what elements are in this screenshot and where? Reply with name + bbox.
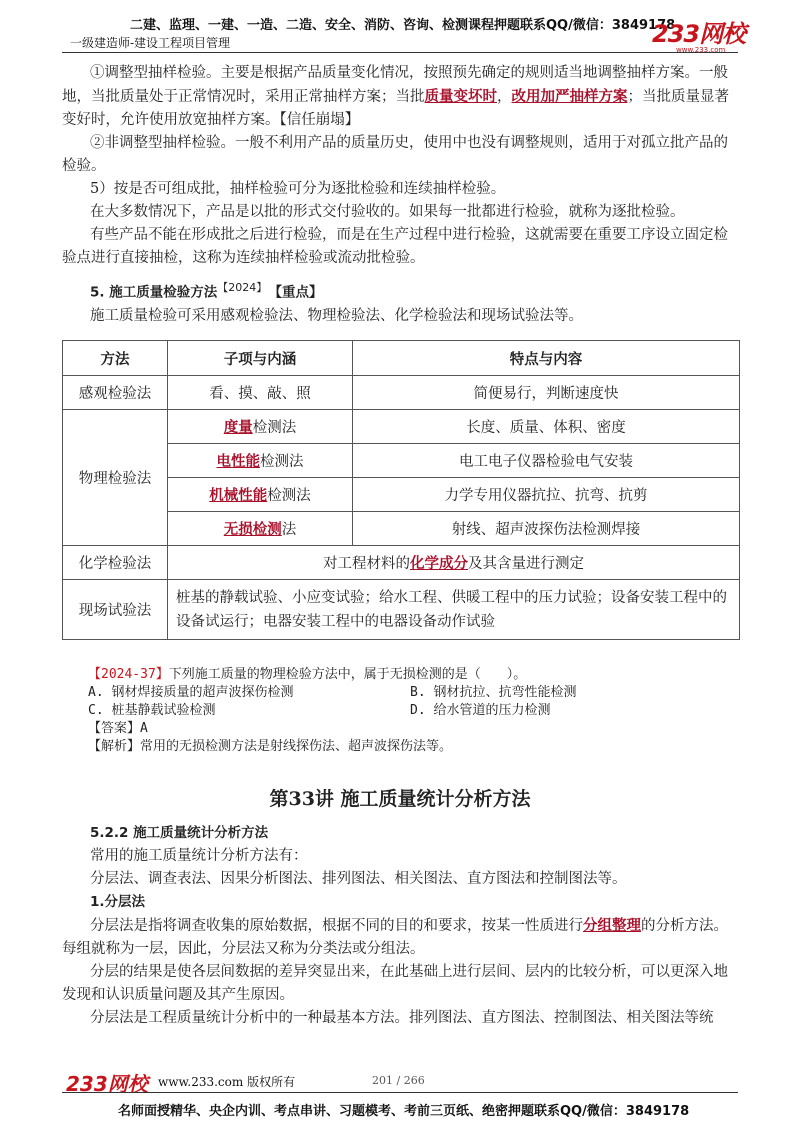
header-contact: 二建、监理、一建、一造、二造、安全、消防、咨询、检测课程押题联系QQ/微信：3849178 [130, 18, 676, 33]
footer-site: www.233.com 版权所有 [158, 1075, 296, 1089]
table-row: 无损检测法 射线、超声波探伤法检测焊接 [63, 512, 740, 546]
page-number: 201 / 266 [372, 1074, 425, 1087]
paragraph: 有些产品不能在形成批之后进行检验，而是在生产过程中进行检验，这就需要在重要工序设立固定检验点进行直接抽检，这称为连续抽样检验或流动批检验。 [62, 227, 728, 266]
paragraph: 在大多数情况下，产品是以批的形式交付验收的。如果每一批都进行检验，就称为逐批检验。 [90, 204, 685, 220]
option-b: B. 钢材抗拉、抗弯性能检测 [410, 685, 577, 700]
highlight: 分组整理 [583, 917, 641, 934]
table-row: 化学检验法 对工程材料的化学成分及其含量进行测定 [63, 546, 740, 580]
paragraph: 分层的结果是使各层间数据的差异突显出来，在此基础上进行层间、层内的比较分析，可以更深入地发现和认识质量问题及其产生原因。 [62, 964, 728, 1003]
table-row: 感观检验法 看、摸、敲、照 简便易行，判断速度快 [63, 376, 740, 410]
paragraph: 施工质量检验可采用感观检验法、物理检验法、化学检验法和现场试验法等。 [90, 307, 583, 324]
option-d: D. 给水管道的压力检测 [410, 703, 551, 718]
paragraph: 分层法、调查表法、因果分析图法、排列图法、相关图法、直方图法和控制图法等。 [90, 871, 627, 887]
option-c: C. 桩基静载试验检测 [88, 703, 216, 718]
lecture-title: 第33讲 施工质量统计分析方法 [269, 788, 531, 810]
highlight: 化学成分 [410, 555, 468, 572]
paragraph: 分层法是工程质量统计分析中的一种最基本方法。排列图法、直方图法、控制图法、相关图法等统 [90, 1010, 714, 1026]
footer-contact: 名师面授精华、央企内训、考点串讲、习题模考、考前三页纸、绝密押题联系QQ/微信：3849178 [118, 1104, 690, 1119]
table-header: 特点与内容 [353, 341, 740, 376]
exam-question: 【2024-37】下列施工质量的物理检验方法中，属于无损检测的是（ ）。 A. 钢材焊接质量的超声波探伤检测 B. 钢材抗拉、抗弯性能检测 C. 桩基静载试验检测 D. 给水管道的压力检测 【答案】A 【解析】常用的无损检测方法是射线探伤法、超声波探伤法等。 [88, 666, 738, 756]
paragraph: 5）按是否可组成批，抽样检验可分为逐批检验和连续抽样检验。 [90, 181, 506, 197]
table-row: 电性能检测法 电工电子仪器检验电气安装 [63, 444, 740, 478]
table-row: 物理检验法 度量检测法 长度、质量、体积、密度 [63, 410, 740, 444]
footer-divider [62, 1092, 738, 1093]
highlight: 机械性能 [209, 487, 268, 504]
brand-logo: 233网校 [652, 20, 746, 48]
highlight: 度量 [223, 419, 253, 436]
highlight: 改用加严抽样方案 [511, 88, 628, 105]
analysis: 【解析】常用的无损检测方法是射线探伤法、超声波探伤法等。 [88, 739, 453, 754]
subsection-heading: 1.分层法 [90, 894, 146, 910]
content-section-2 [62, 822, 738, 1030]
highlight: 无损检测 [223, 521, 282, 538]
inspection-methods-table [62, 340, 740, 640]
table-row: 现场试验法 桩基的静载试验、小应变试验；给水工程、供暖工程中的压力试验；设备安装工程中的设备试运行；电器安装工程中的电器设备动作试验 [63, 580, 740, 640]
paragraph: 分层法是指将调查收集的原始数据，根据不同的目的和要求，按某一性质进行分组整理的分析方法。每组就称为一层，因此，分层法又称为分类法或分组法。 [62, 917, 728, 957]
table-header: 方法 [63, 341, 168, 376]
highlight: 质量变坏时 [424, 88, 497, 105]
table-row: 机械性能检测法 力学专用仪器抗拉、抗弯、抗剪 [63, 478, 740, 512]
content-section-1 [62, 62, 738, 328]
option-a: A. 钢材焊接质量的超声波探伤检测 [88, 685, 294, 700]
footer-logo: 233网校 [66, 1072, 148, 1096]
header-divider [62, 52, 738, 53]
paragraph: ①调整型抽样检验。主要是根据产品质量变化情况，按照预先确定的规则适当地调整抽样方案。一般地，当批质量处于正常情况时，采用正常抽样方案；当批质量变坏时，改用加严抽样方案；当批质量显著变好时，允许使用放宽抽样方案。【信任崩塌】 [62, 65, 729, 128]
paragraph: ②非调整型抽样检验。一般不利用产品的质量历史，使用中也没有调整规则，适用于对孤立批产品的检验。 [62, 135, 728, 174]
exam-tag: 【2024-37】 [88, 667, 169, 682]
paragraph: 常用的施工质量统计分析方法有： [90, 848, 308, 864]
brand-logo-url: www.233.com [676, 46, 726, 54]
header-course-title: 一级建造师-建设工程项目管理 [70, 36, 231, 50]
answer: 【答案】A [88, 721, 148, 736]
table-header: 子项与内涵 [168, 341, 353, 376]
section-heading: 5. 施工质量检验方法$^{【2024】}$ 【重点】 [90, 281, 323, 301]
highlight: 电性能 [216, 453, 260, 470]
section-heading: 5.2.2 施工质量统计分析方法 [90, 825, 269, 841]
